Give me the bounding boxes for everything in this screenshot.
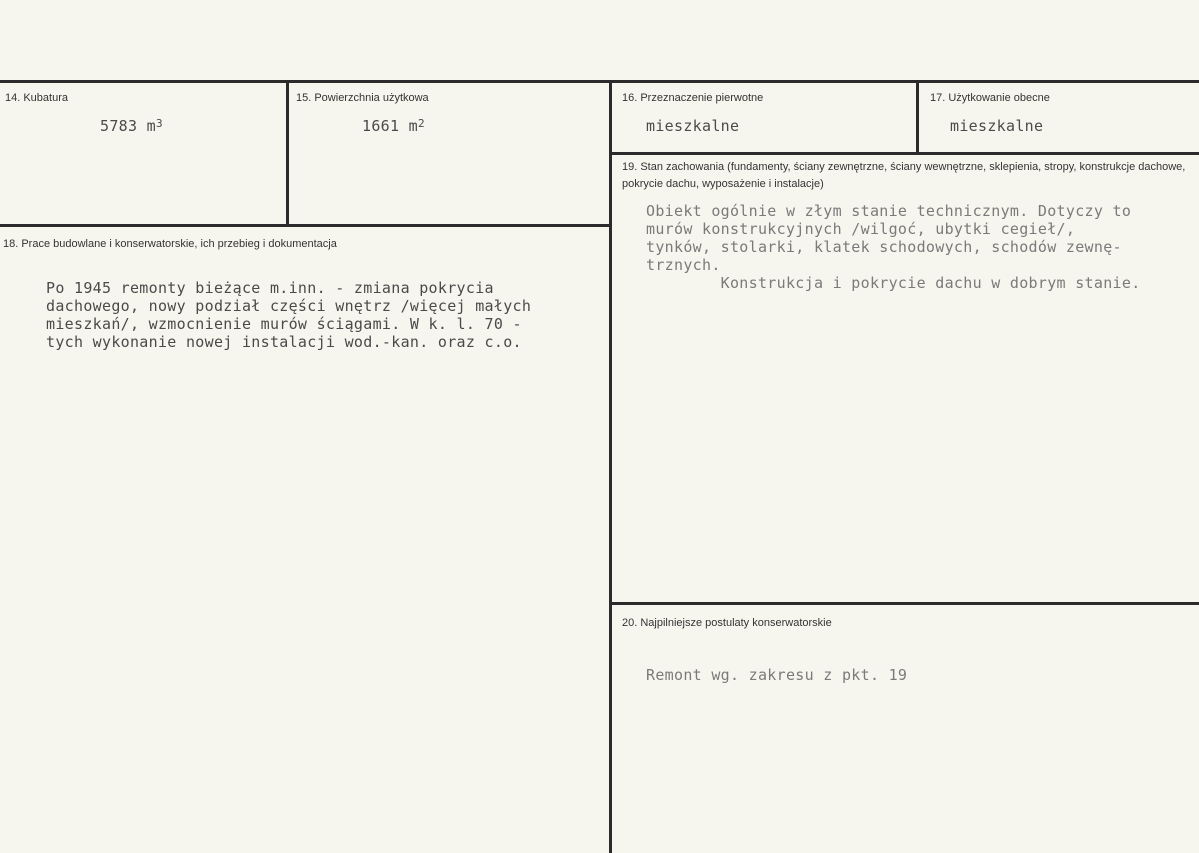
center-divider	[609, 80, 612, 853]
field-16-label: 16. Przeznaczenie pierwotne	[622, 92, 764, 104]
right-upper-divider	[612, 152, 1199, 155]
field-15-value	[362, 117, 425, 137]
divider-14-15	[286, 80, 289, 226]
field-19-line: Obiekt ogólnie w złym stanie technicznym. Dotyczy to	[646, 202, 1132, 220]
right-lower-divider	[612, 602, 1199, 605]
field-18-line: mieszkań/, wzmocnienie murów ściągami. W k. l. 70 -	[46, 315, 522, 333]
field-19-line: tynków, stolarki, klatek schodowych, schodów zewnę-	[646, 238, 1122, 256]
field-14-label: 14. Kubatura	[5, 92, 68, 104]
field-16-value: mieszkalne	[646, 117, 740, 135]
left-row-divider	[0, 224, 612, 227]
field-20-value: Remont wg. zakresu z pkt. 19	[646, 666, 908, 684]
field-18-line: tych wykonanie nowej instalacji wod.-kan. oraz c.o.	[46, 333, 522, 351]
field-15-number: 1661 m	[362, 117, 418, 135]
field-19-line: Konstrukcja i pokrycie dachu w dobrym stanie.	[646, 274, 1141, 292]
field-18-line: Po 1945 remonty bieżące m.inn. - zmiana pokrycia	[46, 279, 494, 297]
top-border-line	[0, 80, 1199, 83]
field-19-text	[646, 202, 1141, 292]
field-15-label: 15. Powierzchnia użytkowa	[296, 92, 429, 104]
field-14-value	[100, 117, 163, 137]
field-17-value: mieszkalne	[950, 117, 1044, 135]
field-14-unit-exponent: 3	[156, 117, 163, 130]
field-17-label: 17. Użytkowanie obecne	[930, 92, 1050, 104]
field-19-line: trznych.	[646, 256, 721, 274]
field-14-number: 5783 m	[100, 117, 156, 135]
field-19-label: 19. Stan zachowania (fundamenty, ściany zewnętrzne, ściany wewnętrzne, sklepienia, stropy, konstrukcje dachowe, pokrycie dachu, wyposażenie i instalacje)	[622, 161, 1186, 190]
field-18-line: dachowego, nowy podział części wnętrz /więcej małych	[46, 297, 532, 315]
field-18-text	[46, 279, 531, 351]
field-19-line: murów konstrukcyjnych /wilgoć, ubytki cegieł/,	[646, 220, 1076, 238]
field-15-unit-exponent: 2	[418, 117, 425, 130]
divider-16-17	[916, 80, 919, 154]
field-18-label: 18. Prace budowlane i konserwatorskie, ich przebieg i dokumentacja	[3, 238, 337, 250]
field-20-label: 20. Najpilniejsze postulaty konserwatorskie	[622, 617, 832, 629]
